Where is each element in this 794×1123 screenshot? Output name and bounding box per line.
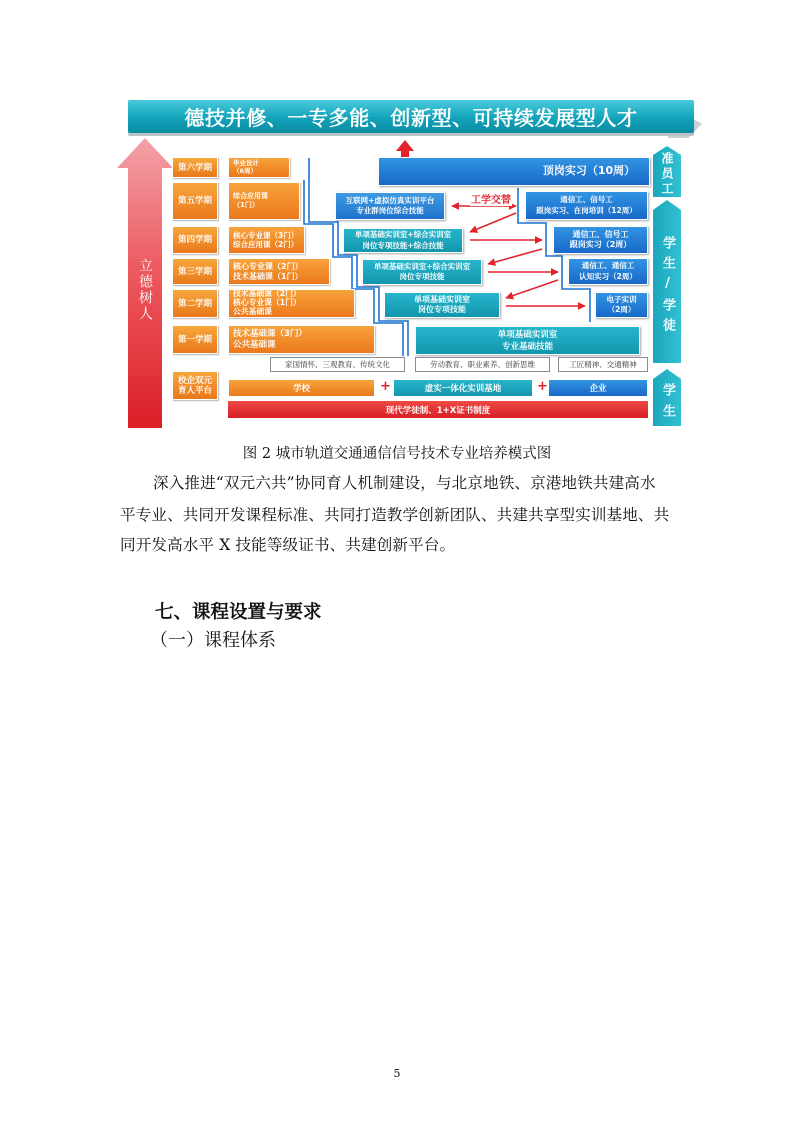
course-box-semester-5 bbox=[228, 182, 300, 220]
figure-banner: 德技并修、一专多能、创新型、可持续发展型人才 bbox=[128, 100, 694, 133]
course-line: （1门） bbox=[233, 201, 259, 209]
training-box-semester-4 bbox=[343, 228, 463, 253]
practice-box-semester-4 bbox=[553, 226, 648, 254]
semester-label: 第六学期 bbox=[177, 162, 212, 173]
paragraph-line: 深入推进“双元六共”协同育人机制建设，与北京地铁、京港地铁共建高水 bbox=[153, 474, 656, 492]
stage-label-student: 学生 bbox=[660, 383, 675, 425]
semester-label: 第四学期 bbox=[177, 235, 212, 245]
semester-6 bbox=[172, 157, 218, 178]
platform-label-line: 校企双元 bbox=[177, 375, 212, 386]
platform-plus: + bbox=[537, 379, 548, 394]
zigzag-arrow bbox=[470, 213, 516, 232]
practice-line: 认知实习（2周） bbox=[579, 271, 637, 281]
stage-label-apprentice: 学生/学徒 bbox=[660, 236, 675, 338]
practice-box-semester-3 bbox=[568, 258, 648, 285]
zigzag-arrow bbox=[488, 249, 542, 264]
course-line: 核心专业课（3门） bbox=[233, 230, 299, 240]
platform-enterprise: 企业 bbox=[548, 379, 648, 397]
platform-label-line: 育人平台 bbox=[177, 385, 212, 396]
semester-label: 第五学期 bbox=[177, 196, 212, 206]
training-line: 岗位专项技能 bbox=[418, 305, 466, 314]
practice-line: 跟岗实习、在岗培训（12周） bbox=[536, 205, 637, 215]
platform-label bbox=[172, 371, 218, 400]
course-box-semester-2 bbox=[228, 289, 355, 318]
course-line: 综合应用课 bbox=[233, 191, 268, 200]
course-line: 技术基础课（2门） bbox=[233, 289, 301, 299]
training-box-semester-1 bbox=[415, 326, 640, 355]
semester-5 bbox=[172, 182, 218, 220]
values-box-patriotism: 家国情怀、三观教育、传统文化 bbox=[270, 357, 405, 372]
platform-plus: + bbox=[380, 379, 391, 394]
training-line: 专业基础技能 bbox=[501, 341, 553, 352]
course-line: 技术基础课（1门） bbox=[233, 271, 303, 281]
training-line: 岗位专项技能+综合技能 bbox=[362, 240, 444, 250]
platform-school: 学校 bbox=[228, 379, 375, 397]
course-line: 核心专业课（1门） bbox=[233, 298, 301, 308]
course-line: 毕业设计 bbox=[233, 159, 259, 167]
training-line: 互联网+虚拟仿真实训平台 bbox=[345, 195, 435, 205]
practice-line: 电子实训 bbox=[606, 294, 637, 304]
training-line: 单项基础实训室+综合实训室 bbox=[373, 261, 471, 271]
figure-caption: 图 2 城市轨道交通通信信号技术专业培养模式图 bbox=[242, 446, 552, 462]
values-box-craftsmanship: 工匠精神、交通精神 bbox=[558, 357, 648, 372]
course-line: （6周） bbox=[233, 167, 258, 175]
internship-label: 顶岗实习（10周） bbox=[542, 164, 636, 178]
semester-4 bbox=[172, 226, 218, 254]
practice-line: 通信工、通信工 bbox=[581, 261, 635, 270]
course-line: 技术基础课（3门） bbox=[233, 328, 307, 339]
platform-training-base: 虚实一体化实训基地 bbox=[393, 379, 533, 397]
semester-2 bbox=[172, 289, 218, 318]
subsection-heading: （一）课程体系 bbox=[150, 630, 276, 651]
course-line: 综合应用课（2门） bbox=[233, 240, 299, 249]
top-small-arrow bbox=[396, 140, 414, 158]
paragraph-line: 平专业、共同开发课程标准、共同打造教学创新团队、共建共享型实训基地、共 bbox=[120, 506, 670, 524]
training-line: 单项基础实训室 bbox=[497, 329, 558, 340]
semester-3 bbox=[172, 258, 218, 285]
internship-box bbox=[378, 157, 650, 186]
training-line: 专业群岗位综合技能 bbox=[356, 206, 424, 215]
course-line: 核心专业课（2门） bbox=[233, 262, 303, 271]
semester-label: 第二学期 bbox=[177, 298, 212, 309]
stage-label-employee: 准员工 bbox=[660, 152, 674, 197]
figure-graphics bbox=[0, 0, 794, 440]
values-box-labor: 劳动教育、职业素养、创新思维 bbox=[415, 357, 550, 372]
training-box-semester-2 bbox=[384, 292, 500, 318]
course-box-semester-4 bbox=[228, 226, 305, 254]
course-line: 公共基础课 bbox=[233, 339, 276, 350]
practice-box-semester-2 bbox=[595, 292, 648, 318]
semester-label: 第三学期 bbox=[177, 266, 212, 277]
training-box-virtual-platform bbox=[335, 192, 445, 220]
zigzag-arrow bbox=[506, 280, 558, 298]
semester-1 bbox=[172, 325, 218, 354]
course-line: 公共基础课 bbox=[233, 306, 272, 316]
training-line: 单项基础实训室+综合实训室 bbox=[354, 230, 452, 239]
training-line: 岗位专项技能 bbox=[399, 272, 445, 281]
practice-line: 跟岗实习（2周） bbox=[569, 240, 632, 249]
training-box-semester-3 bbox=[362, 259, 482, 285]
course-box-semester-6 bbox=[228, 157, 290, 178]
semester-label: 第一学期 bbox=[177, 334, 212, 345]
section-heading: 七、课程设置与要求 bbox=[155, 602, 322, 623]
alternation-label: 工学交替 bbox=[470, 191, 512, 206]
practice-box-semester-5 bbox=[525, 191, 648, 220]
practice-line: 通信工、信号工 bbox=[572, 229, 629, 239]
foundation-label: 立德树人 bbox=[137, 258, 153, 322]
practice-line: 通信工、信号工 bbox=[560, 195, 613, 204]
page-number: 5 bbox=[393, 1067, 401, 1080]
practice-line: （2周） bbox=[607, 305, 636, 314]
training-line: 单项基础实训室 bbox=[414, 294, 470, 304]
system-bar: 现代学徒制、1+X证书制度 bbox=[228, 401, 648, 418]
paragraph-line: 同开发高水平 X 技能等级证书、共建创新平台。 bbox=[120, 536, 456, 554]
course-box-semester-1 bbox=[228, 325, 375, 354]
course-box-semester-3 bbox=[228, 258, 330, 285]
